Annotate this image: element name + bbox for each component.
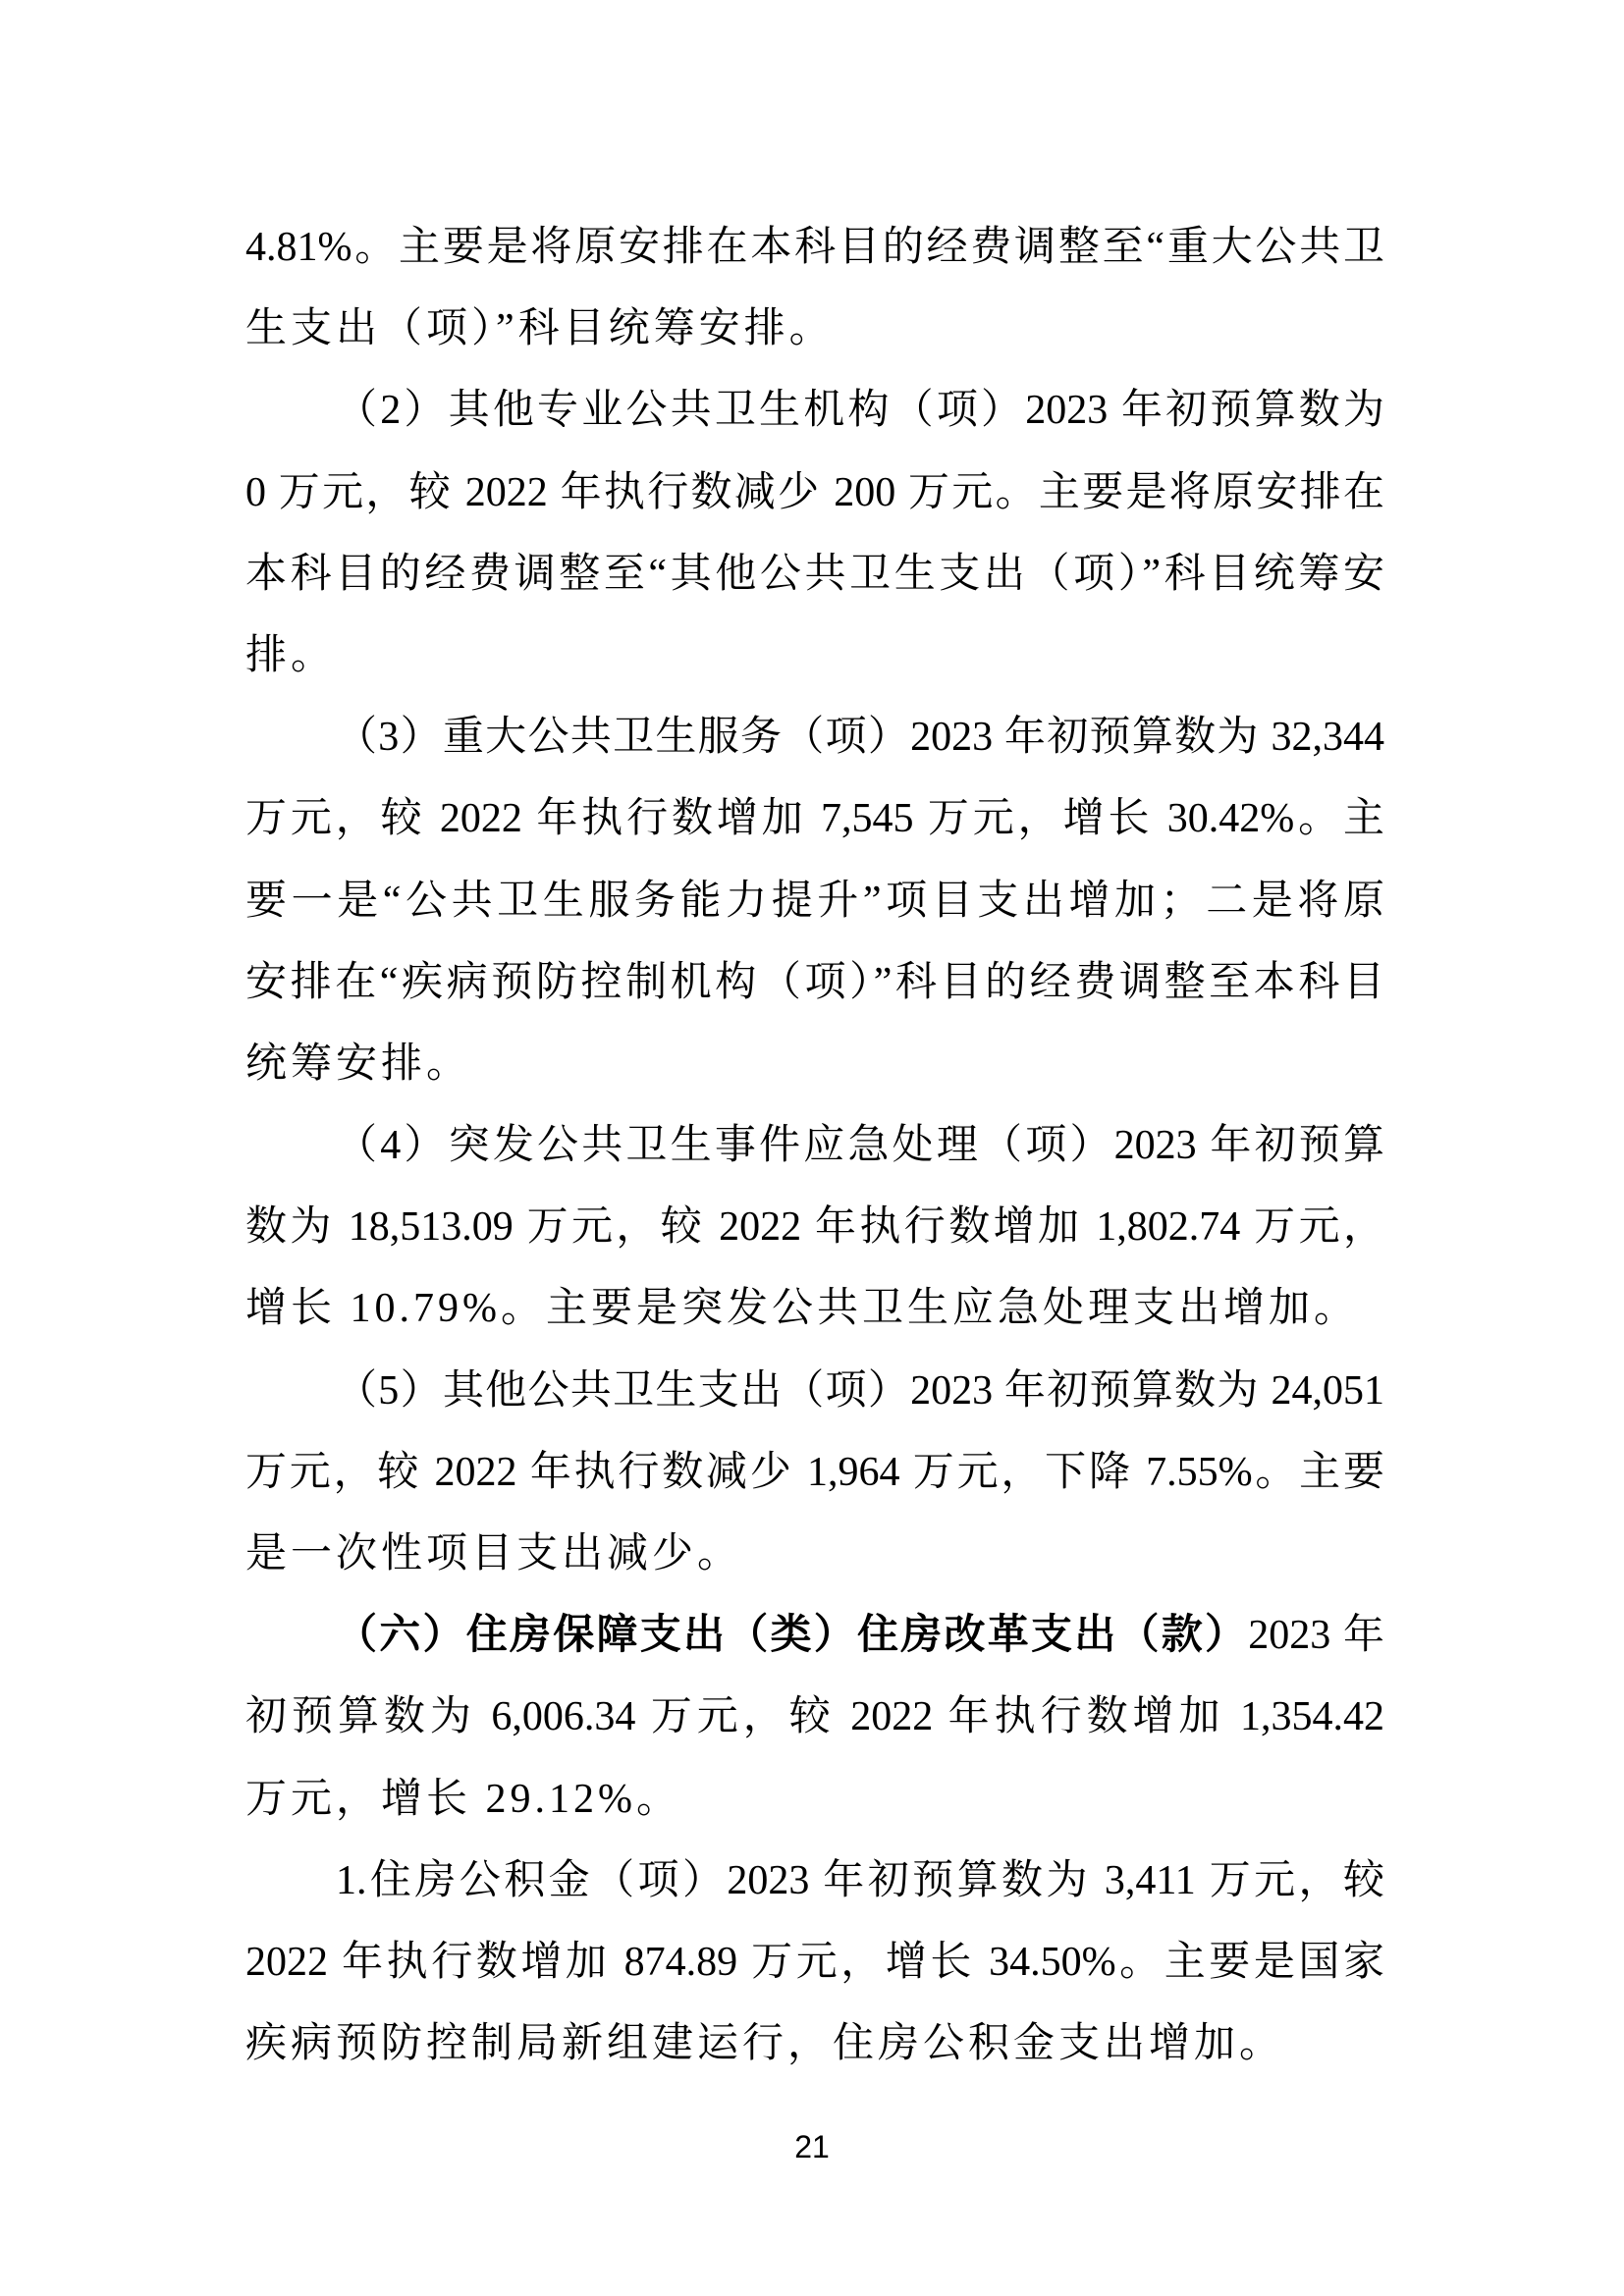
text-line: 增长 10.79%。主要是突发公共卫生应急处理支出增加。 bbox=[245, 1286, 1359, 1332]
text-line: （2）其他专业公共卫生机构（项）2023 年初预算数为 bbox=[336, 388, 1384, 434]
heading-tail-text: 2023 年 bbox=[1248, 1613, 1384, 1659]
text-line: 0 万元，较 2022 年执行数减少 200 万元。主要是将原安排在 bbox=[245, 469, 1384, 515]
text-line: 2022 年执行数增加 874.89 万元，增长 34.50%。主要是国家 bbox=[245, 1939, 1384, 1985]
text-line: （5）其他公共卫生支出（项）2023 年初预算数为 24,051 bbox=[336, 1367, 1384, 1414]
page-number: 21 bbox=[794, 2129, 830, 2164]
text-line: 排。 bbox=[245, 632, 337, 678]
bold-heading-text: （六）住房保障支出（类）住房改革支出（款） bbox=[336, 1613, 1249, 1659]
text-line: 万元，较 2022 年执行数增加 7,545 万元，增长 30.42%。主 bbox=[245, 796, 1384, 842]
text-line: 数为 18,513.09 万元，较 2022 年执行数增加 1,802.74 万元， bbox=[245, 1204, 1384, 1251]
text-line: 统筹安排。 bbox=[245, 1041, 472, 1087]
text-line: 万元，增长 29.12%。 bbox=[245, 1776, 681, 1822]
text-line: 生支出（项）”科目统筹安排。 bbox=[245, 306, 835, 352]
text-line bbox=[245, 1595, 1384, 1677]
text-line: 初预算数为 6,006.34 万元，较 2022 年执行数增加 1,354.42 bbox=[245, 1694, 1384, 1740]
text-line: 是一次性项目支出减少。 bbox=[245, 1531, 743, 1576]
text-line: （4）突发公共卫生事件应急处理（项）2023 年初预算 bbox=[336, 1123, 1384, 1169]
text-line: 疾病预防控制局新组建运行，住房公积金支出增加。 bbox=[245, 2021, 1285, 2067]
text-line: 要一是“公共卫生服务能力提升”项目支出增加；二是将原 bbox=[245, 878, 1384, 924]
text-line: 万元，较 2022 年执行数减少 1,964 万元，下降 7.55%。主要 bbox=[245, 1449, 1384, 1495]
text-line: （3）重大公共卫生服务（项）2023 年初预算数为 32,344 bbox=[336, 715, 1384, 761]
document-body bbox=[245, 207, 1384, 2085]
text-line: 安排在“疾病预防控制机构（项）”科目的经费调整至本科目 bbox=[245, 959, 1384, 1005]
text-line: 1.住房公积金（项）2023 年初预算数为 3,411 万元，较 bbox=[336, 1857, 1384, 1903]
text-line: 本科目的经费调整至“其他公共卫生支出（项）”科目统筹安 bbox=[245, 551, 1384, 597]
text-line: 4.81%。主要是将原安排在本科目的经费调整至“重大公共卫 bbox=[245, 225, 1384, 270]
